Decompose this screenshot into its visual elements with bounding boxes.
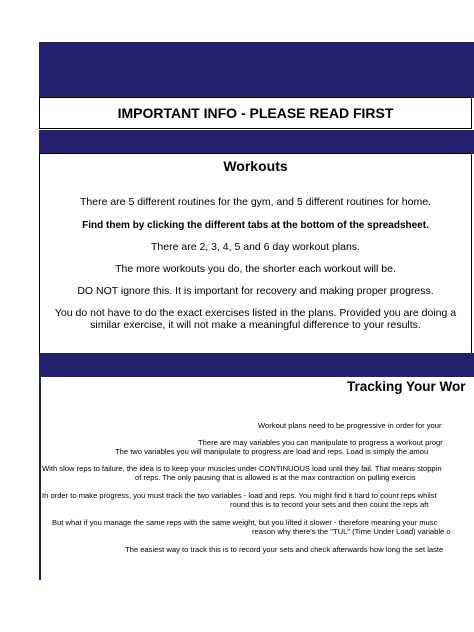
workouts-shorter-text: The more workouts you do, the shorter each workout will be. xyxy=(115,263,396,275)
workouts-section xyxy=(39,153,472,354)
tracking-line: The two variables you will manipulate to progress are load and reps. Load is simply the amou xyxy=(115,447,429,456)
section-divider-band xyxy=(39,130,474,154)
workouts-exercises-text-1: You do not have to do the exact exercises listed in the plans. Provided you are doing a xyxy=(54,307,457,319)
tracking-line: But what if you manage the same reps with the same weight, but you lifted it slower - therefore meaning your musc xyxy=(52,518,438,527)
tracking-line: reason why there's the "TUL" (Time Under Load) variable o xyxy=(252,527,451,536)
tracking-line: of reps. The only pausing that is allowed is at the max contraction on pulling exercis xyxy=(135,473,416,482)
workouts-tabs-text: Find them by clicking the different tabs at the bottom of the spreadsheet. xyxy=(82,220,429,231)
section-divider-band-2 xyxy=(39,353,474,377)
page-title: IMPORTANT INFO - PLEASE READ FIRST xyxy=(39,97,472,129)
tracking-line: There are may variables you can manipulate to progress a workout progr xyxy=(198,438,443,447)
tracking-heading: Tracking Your Wor xyxy=(347,379,466,394)
tracking-line: round this is to record your sets and then count the reps aft xyxy=(230,500,429,509)
workouts-heading: Workouts xyxy=(223,158,288,174)
header-band xyxy=(39,42,474,98)
workouts-warning-text: DO NOT ignore this. It is important for recovery and making proper progress. xyxy=(77,285,434,297)
tracking-line: With slow reps to failure, the idea is to keep your muscles under CONTINUOUS load until they fail. That means stoppin xyxy=(42,464,442,473)
workouts-exercises-text-2: similar exercise, it will not make a meaningful difference to your results. xyxy=(90,319,421,331)
tracking-line: Workout plans need to be progressive in order for your xyxy=(258,421,442,430)
tracking-line: In order to make progress, you must track the two variables - load and reps. You might find it hard to count reps whilst xyxy=(42,491,437,500)
workouts-days-text: There are 2, 3, 4, 5 and 6 day workout plans. xyxy=(151,241,360,253)
tracking-section xyxy=(41,377,474,580)
tracking-line: The easiest way to track this is to record your sets and check afterwards how long the set laste xyxy=(125,545,444,554)
workouts-routines-text: There are 5 different routines for the gym, and 5 different routines for home. xyxy=(80,196,431,208)
